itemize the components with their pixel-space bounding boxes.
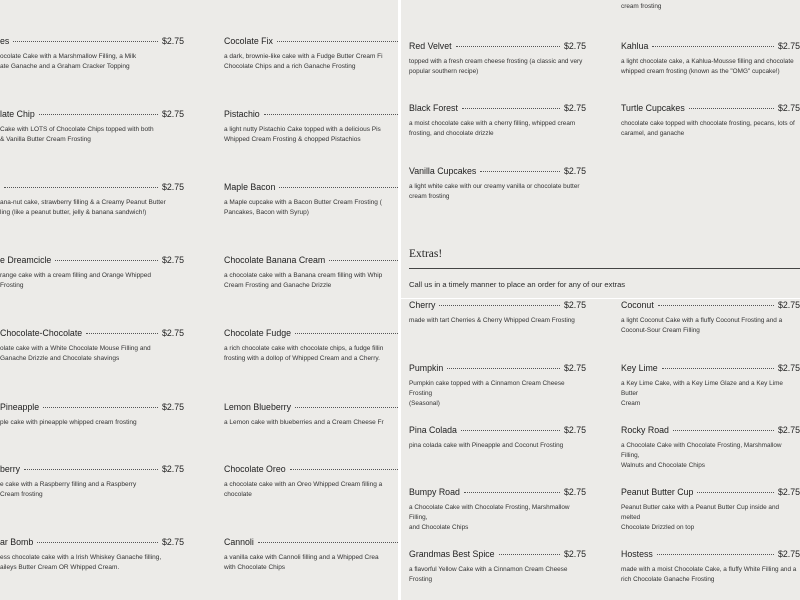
dot-leader bbox=[456, 45, 560, 47]
item-price: $2.75 bbox=[161, 464, 184, 474]
dot-leader bbox=[86, 332, 158, 334]
dot-leader bbox=[43, 406, 158, 408]
item-price: $2.75 bbox=[777, 103, 800, 113]
item-description: a light Coconut Cake with a fluffy Coconut Frosting and a Coconut-Sour Cream Filling bbox=[621, 317, 783, 334]
menu-item bbox=[0, 182, 184, 218]
item-price: $2.75 bbox=[161, 109, 184, 119]
menu-item bbox=[409, 425, 586, 451]
menu-item bbox=[0, 464, 184, 500]
item-name: Red Velvet bbox=[409, 41, 452, 51]
item-name: Cherry bbox=[409, 300, 436, 310]
item-name: Lemon Blueberry bbox=[224, 402, 291, 412]
dot-leader bbox=[13, 40, 158, 42]
menu-item bbox=[224, 402, 398, 428]
item-description: ana-nut cake, strawberry filling & a Creamy Peanut Butter ling (like a peanut butter, jelly & banana sandwich!) bbox=[0, 199, 166, 216]
item-price: $2.75 bbox=[563, 300, 586, 310]
left-menu-page bbox=[0, 0, 398, 600]
item-name: Chocolate-Chocolate bbox=[0, 328, 83, 338]
item-name: Turtle Cupcakes bbox=[621, 103, 685, 113]
dot-leader bbox=[258, 541, 398, 543]
item-description: a chocolate cake with an Oreo Whipped Cream filling a chocolate bbox=[224, 481, 383, 498]
dot-leader bbox=[447, 367, 560, 369]
item-price: $2.75 bbox=[563, 103, 586, 113]
menu-item bbox=[0, 36, 184, 72]
menu-item bbox=[409, 103, 586, 139]
item-price: $2.75 bbox=[161, 537, 184, 547]
menu-item bbox=[621, 103, 800, 139]
item-description: a light nutty Pistachio Cake topped with a delicious Pis Whipped Cream Frosting & chopped Pistachios bbox=[224, 126, 381, 143]
dot-leader bbox=[462, 107, 560, 109]
item-description: chocolate cake topped with chocolate frosting, pecans, lots of caramel, and ganache bbox=[621, 120, 795, 137]
dot-leader bbox=[673, 429, 774, 431]
menu-item bbox=[224, 182, 398, 218]
item-description: pina colada cake with Pineapple and Coconut Frosting bbox=[409, 442, 564, 449]
dot-leader bbox=[652, 45, 774, 47]
item-name: berry bbox=[0, 464, 21, 474]
dot-leader bbox=[279, 186, 398, 188]
menu-item bbox=[409, 41, 586, 77]
item-price: $2.75 bbox=[563, 487, 586, 497]
extras-note: Call us in a timely manner to place an order for any of our extras bbox=[409, 280, 626, 289]
item-description: Peanut Butter cake with a Peanut Butter Cup inside and melted Chocolate Drizzled on top bbox=[621, 504, 780, 531]
item-price: $2.75 bbox=[161, 328, 184, 338]
item-name: Cannoli bbox=[224, 537, 254, 547]
item-description: a Chocolate Cake with Chocolate Frosting, Marshmallow Filling, Walnuts and Chocolate Chips bbox=[621, 442, 782, 469]
item-name: Pistachio bbox=[224, 109, 260, 119]
item-name: Grandmas Best Spice bbox=[409, 549, 495, 559]
menu-item bbox=[621, 425, 800, 471]
item-price: $2.75 bbox=[161, 182, 184, 192]
item-price: $2.75 bbox=[777, 41, 800, 51]
item-name: Chocolate Banana Cream bbox=[224, 255, 326, 265]
dot-leader bbox=[657, 553, 774, 555]
menu-item bbox=[224, 255, 398, 291]
menu-item bbox=[409, 549, 586, 585]
item-name: Bumpy Road bbox=[409, 487, 460, 497]
item-price: $2.75 bbox=[161, 255, 184, 265]
menu-item bbox=[224, 36, 398, 72]
dot-leader bbox=[295, 332, 398, 334]
item-name: Rocky Road bbox=[621, 425, 669, 435]
item-description: olate cake with a White Chocolate Mouse Filling and Ganache Drizzle and Chocolate shavings bbox=[0, 345, 151, 362]
menu-item bbox=[409, 166, 586, 202]
item-description: Pumpkin cake topped with a Cinnamon Cream Cheese Frosting (Seasonal) bbox=[409, 380, 565, 407]
item-description: a moist chocolate cake with a cherry filling, whipped cream frosting, and chocolate drizzle bbox=[409, 120, 576, 137]
menu-item bbox=[224, 537, 398, 573]
item-description: a light chocolate cake, a Kahlua-Mousse filling and chocolate whipped cream frosting (known as the "OMG" cupcake!) bbox=[621, 58, 794, 75]
menu-item bbox=[621, 549, 800, 585]
item-price: $2.75 bbox=[777, 549, 800, 559]
item-description: ess chocolate cake with a Irish Whiskey Ganache filling, aileys Butter Cream OR Whipped Cream. bbox=[0, 554, 162, 571]
item-price: $2.75 bbox=[563, 549, 586, 559]
extras-heading: Extras! bbox=[409, 248, 443, 260]
item-name: Vanilla Cupcakes bbox=[409, 166, 477, 176]
item-name: late Chip bbox=[0, 109, 35, 119]
dot-leader bbox=[24, 468, 158, 470]
item-description: ocolate Cake with a Marshmallow Filling, a Milk ate Ganache and a Graham Cracker Topping bbox=[0, 53, 137, 70]
dot-leader bbox=[295, 406, 398, 408]
item-price: $2.75 bbox=[777, 363, 800, 373]
item-price: $2.75 bbox=[777, 300, 800, 310]
item-name: Chocolate Oreo bbox=[224, 464, 286, 474]
item-name: Pumpkin bbox=[409, 363, 444, 373]
item-name: es bbox=[0, 36, 10, 46]
menu-item bbox=[0, 255, 184, 291]
item-price: $2.75 bbox=[777, 487, 800, 497]
section-divider bbox=[409, 268, 800, 269]
item-name: Hostess bbox=[621, 549, 653, 559]
item-name: ar Bomb bbox=[0, 537, 34, 547]
dot-leader bbox=[464, 491, 560, 493]
item-name: Key Lime bbox=[621, 363, 658, 373]
dot-leader bbox=[480, 170, 560, 172]
item-description: range cake with a cream filling and Orange Whipped Frosting bbox=[0, 272, 152, 289]
item-description: a Lemon cake with blueberries and a Cream Cheese Fr bbox=[224, 419, 384, 426]
dot-leader bbox=[264, 113, 398, 115]
item-name: e Dreamcicle bbox=[0, 255, 52, 265]
menu-item bbox=[409, 300, 586, 326]
item-price: $2.75 bbox=[777, 425, 800, 435]
menu-item bbox=[224, 109, 398, 145]
dot-leader bbox=[55, 259, 158, 261]
menu-item bbox=[621, 363, 800, 409]
menu-item bbox=[0, 109, 184, 145]
item-description-fragment: cream frosting bbox=[621, 3, 662, 10]
item-price: $2.75 bbox=[563, 41, 586, 51]
dot-leader bbox=[290, 468, 398, 470]
item-price: $2.75 bbox=[161, 36, 184, 46]
menu-item bbox=[621, 41, 800, 77]
item-description: a Maple cupcake with a Bacon Butter Cream Frosting ( Pancakes, Bacon with Syrup) bbox=[224, 199, 382, 216]
item-description: a dark, brownie-like cake with a Fudge Butter Cream Fi Chocolate Chips and a rich Ganache Frosting bbox=[224, 53, 383, 70]
menu-item bbox=[224, 328, 398, 364]
item-description: ple cake with pineapple whipped cream frosting bbox=[0, 419, 137, 426]
item-name: Black Forest bbox=[409, 103, 458, 113]
item-description: made with tart Cherries & Cherry Whipped Cream Frosting bbox=[409, 317, 575, 324]
item-name: Cocolate Fix bbox=[224, 36, 273, 46]
item-price: $2.75 bbox=[563, 166, 586, 176]
item-price: $2.75 bbox=[161, 402, 184, 412]
dot-leader bbox=[689, 107, 774, 109]
dot-leader bbox=[277, 40, 398, 42]
item-description: a Key Lime Cake, with a Key Lime Glaze and a Key Lime Butter Cream bbox=[621, 380, 783, 407]
item-description: a Chocolate Cake with Chocolate Frosting, Marshmallow Filling, and Chocolate Chips bbox=[409, 504, 570, 531]
item-name: Peanut Butter Cup bbox=[621, 487, 694, 497]
item-description: made with a moist Chocolate Cake, a fluffy White Filling and a rich Chocolate Ganache Frosting bbox=[621, 566, 797, 583]
menu-item bbox=[409, 363, 586, 409]
item-name: Kahlua bbox=[621, 41, 649, 51]
menu-item bbox=[621, 487, 800, 533]
section-separator bbox=[401, 298, 800, 299]
item-price: $2.75 bbox=[563, 363, 586, 373]
menu-item bbox=[409, 487, 586, 533]
dot-leader bbox=[697, 491, 774, 493]
dot-leader bbox=[39, 113, 158, 115]
menu-item bbox=[0, 402, 184, 428]
dot-leader bbox=[499, 553, 560, 555]
item-description-fragment bbox=[409, 0, 588, 2]
item-price: $2.75 bbox=[563, 425, 586, 435]
item-name: Pina Colada bbox=[409, 425, 457, 435]
item-name: Chocolate Fudge bbox=[224, 328, 291, 338]
item-name: Maple Bacon bbox=[224, 182, 276, 192]
right-menu-page bbox=[401, 0, 800, 600]
item-name: Pineapple bbox=[0, 402, 40, 412]
dot-leader bbox=[37, 541, 158, 543]
item-description: a vanilla cake with Cannoli filling and a Whipped Crea with Chocolate Chips bbox=[224, 554, 379, 571]
item-description: a rich chocolate cake with chocolate chips, a fudge fillin frosting with a dollop of Whipped Cream and a Cherry. bbox=[224, 345, 384, 362]
item-description: topped with a fresh cream cheese frosting (a classic and very popular southern recipe) bbox=[409, 58, 583, 75]
dot-leader bbox=[439, 304, 560, 306]
dot-leader bbox=[329, 259, 398, 261]
item-description: a chocolate cake with a Banana cream filling with Whip Cream Frosting and Ganache Drizzle bbox=[224, 272, 383, 289]
dot-leader bbox=[658, 304, 774, 306]
menu-item bbox=[621, 300, 800, 336]
dot-leader bbox=[4, 186, 158, 188]
dot-leader bbox=[662, 367, 774, 369]
item-description: a flavorful Yellow Cake with a Cinnamon Cream Cheese Frosting bbox=[409, 566, 568, 583]
item-description: e cake with a Raspberry filling and a Raspberry Cream frosting bbox=[0, 481, 137, 498]
menu-item bbox=[224, 464, 398, 500]
item-description: a light white cake with our creamy vanilla or chocolate butter cream frosting bbox=[409, 183, 580, 200]
menu-item bbox=[0, 328, 184, 364]
menu-item bbox=[0, 537, 184, 573]
item-name: Coconut bbox=[621, 300, 654, 310]
dot-leader bbox=[461, 429, 560, 431]
item-description: Cake with LOTS of Chocolate Chips topped with both & Vanilla Butter Cream Frosting bbox=[0, 126, 154, 143]
